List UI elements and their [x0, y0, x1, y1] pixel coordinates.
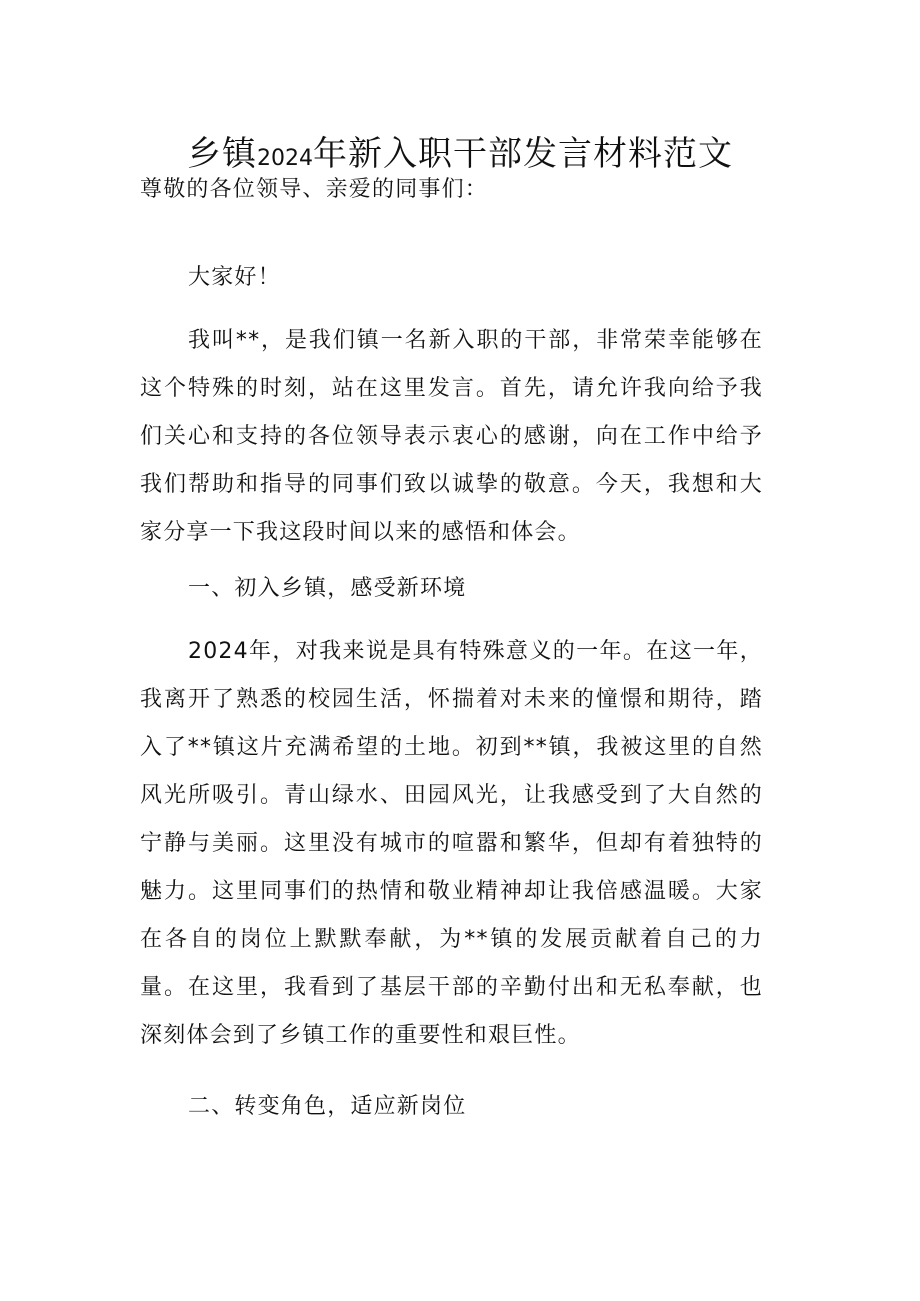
section-heading-1: 一、初入乡镇，感受新环境: [188, 576, 467, 601]
salutation: 尊敬的各位领导、亲爱的同事们：: [140, 177, 489, 202]
greeting: 大家好！: [188, 265, 281, 290]
title-prefix: 乡镇: [187, 134, 257, 174]
section-heading-2: 二、转变角色，适应新岗位: [188, 1094, 467, 1119]
title-suffix: 年新入职干部发言材料范文: [313, 134, 733, 174]
title-year: 2024: [257, 146, 313, 171]
paragraph-intro: 我叫**，是我们镇一名新入职的干部，非常荣幸能够在这个特殊的时刻，站在这里发言。首先，请允许我向给予我们关心和支持的各位领导表示衷心的感谢，向在工作中给予我们帮助和指导的同事们致以诚挚的敬意。今天，我想和大家分享一下我这段时间以来的感悟和体会。: [140, 328, 763, 545]
paragraph-section-1: 2024年，对我来说是具有特殊意义的一年。在这一年，我离开了熟悉的校园生活，怀揣着对未来的憧憬和期待，踏入了**镇这片充满希望的土地。初到**镇，我被这里的自然风光所吸引。青山绿水、田园风光，让我感受到了大自然的宁静与美丽。这里没有城市的喧嚣和繁华，但却有着独特的魅力。这里同事们的热情和敬业精神却让我倍感温暖。大家在各自的岗位上默默奉献，为**镇的发展贡献着自己的力量。在这里，我看到了基层干部的辛勤付出和无私奉献，也深刻体会到了乡镇工作的重要性和艰巨性。: [140, 639, 763, 1048]
